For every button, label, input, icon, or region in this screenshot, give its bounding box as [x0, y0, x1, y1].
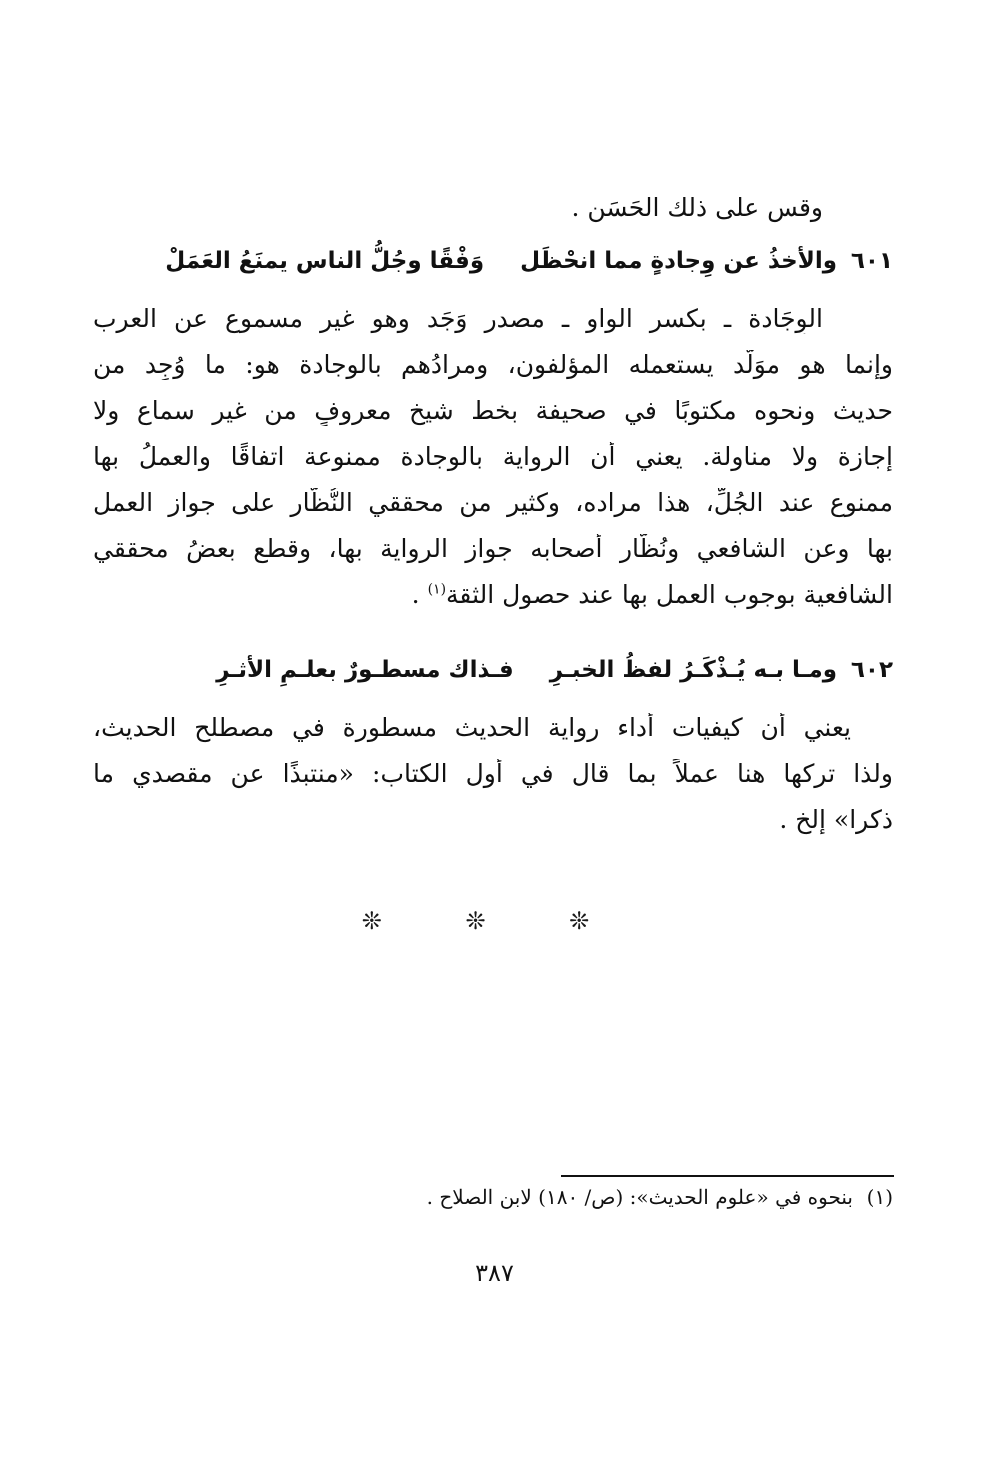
verse-602-second-hemistich: فـذاك مسطـورٌ بعلـمِ الأثـرِ — [216, 657, 514, 683]
footnote-1-mark: (١) — [866, 1185, 893, 1209]
commentary-601-line: بها وعن الشافعي ونُظَّار أصحابه جواز الرواية بها، وقطع بعضُ محققي — [93, 534, 893, 563]
footnote-1-text: بنحوه في «علوم الحديث»: (ص/ ١٨٠) لابن الصلاح . — [426, 1185, 853, 1209]
verse-601-first-hemistich: والأخذُ عن وِجادةٍ مما انحْظَل — [520, 248, 837, 274]
commentary-602-line: ولذا تركها هنا عملاً بما قال في أول الكتاب: «منتبذًا عن مقصدي ما — [93, 759, 893, 788]
verse-602-number: ٦٠٢ — [850, 657, 893, 683]
section-separator: ❊ ❊ ❊ — [361, 907, 628, 935]
intro-line: وقس على ذلك الحَسَن . — [571, 193, 823, 222]
commentary-602-line: ذكرا» إلخ . — [779, 805, 893, 834]
footnote-divider — [561, 1175, 894, 1177]
page-number: ٣٨٧ — [475, 1259, 514, 1287]
commentary-601 — [93, 304, 893, 610]
footnote-1 — [93, 1183, 893, 1211]
commentary-601-line: ممنوع عند الجُلِّ، هذا مراده، وكثير من محققي النُّظَّار على جواز العمل — [93, 488, 893, 517]
verse-601 — [93, 244, 893, 278]
commentary-601-last-text: الشافعية بوجوب العمل بها عند حصول الثقة — [446, 580, 893, 609]
commentary-601-last-line — [93, 580, 893, 610]
commentary-601-line: وإنما هو موَلَّد يستعمله المؤلفون، ومرادُهم بالوجادة هو: ما وُجِد من — [93, 350, 893, 379]
verse-602 — [93, 653, 893, 687]
commentary-602-line: يعني أن كيفيات أداء رواية الحديث مسطورة في مصطلح الحديث، — [93, 713, 851, 742]
commentary-601-line: إجازة ولا مناولة. يعني أن الرواية بالوجادة ممنوعة اتفاقًا والعملُ بها — [93, 442, 893, 471]
verse-601-number: ٦٠١ — [850, 248, 893, 274]
intro-line-block — [93, 193, 893, 223]
commentary-601-last-end: . — [411, 580, 428, 609]
footnote-ref-1[interactable]: (١) — [427, 581, 447, 598]
commentary-601-line: الوِجَادة ـ بكسر الواو ـ مصدر وَجَد وهو غير مسموع عن العرب — [93, 304, 823, 333]
verse-602-first-hemistich: ومـا بـه يُـذْكَـرُ لفظُ الخبـرِ — [549, 657, 837, 683]
commentary-601-line: حديث ونحوه مكتوبًا في صحيفة بخط شيخ معروفٍ من غير سماعٍ ولا — [93, 396, 893, 425]
verse-601-second-hemistich: وَفْقًا وجُلُّ الناس يمنَعُ العَمَلْ — [165, 248, 485, 274]
commentary-602 — [93, 713, 893, 835]
